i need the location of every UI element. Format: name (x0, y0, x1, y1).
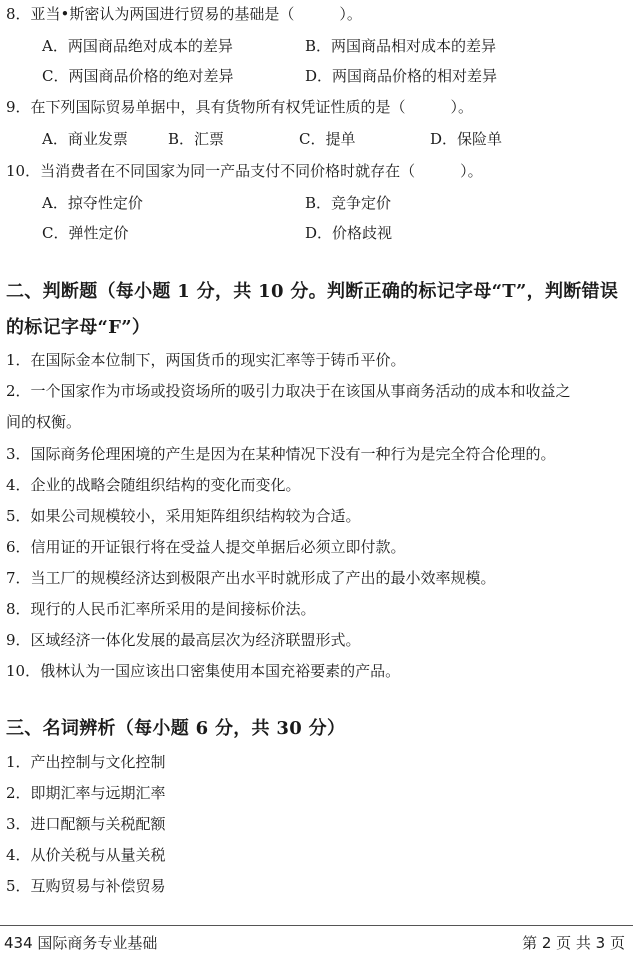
judgment-item-2: 2．一个国家作为市场或投资场所的吸引力取决于在该国从事商务活动的成本和收益之 (6, 382, 571, 400)
term-item-4: 4．从价关税与从量关税 (6, 846, 166, 864)
question-9-option-b: B．汇票 (168, 130, 225, 148)
question-10-option-d: D．价格歧视 (305, 224, 393, 242)
question-8-option-d: D．两国商品价格的相对差异 (305, 67, 498, 85)
judgment-item-7: 7．当工厂的规模经济达到极限产出水平时就形成了产出的最小效率规模。 (6, 569, 496, 587)
judgment-item-4: 4．企业的战略会随组织结构的变化而变化。 (6, 476, 301, 494)
judgment-item-1: 1．在国际金本位制下，两国货币的现实汇率等于铸币平价。 (6, 351, 406, 369)
footer-page-number: 第 2 页 共 3 页 (522, 934, 625, 952)
question-10-option-b: B．竞争定价 (305, 194, 392, 212)
question-8-option-b: B．两国商品相对成本的差异 (305, 37, 497, 55)
section-3-heading: 三、名词辨析（每小题 6 分，共 30 分） (6, 718, 346, 739)
term-item-3: 3．进口配额与关税配额 (6, 815, 166, 833)
question-9-option-a: A．商业发票 (42, 130, 128, 148)
term-item-5: 5．互购贸易与补偿贸易 (6, 877, 166, 895)
question-8-stem: 8．亚当•斯密认为两国进行贸易的基础是（ ）。 (6, 5, 362, 23)
section-2-heading: 二、判断题（每小题 1 分，共 10 分。判断正确的标记字母“T”，判断错误 (6, 281, 619, 302)
question-10-option-a: A．掠夺性定价 (42, 194, 143, 212)
footer-divider (0, 925, 633, 926)
term-item-1: 1．产出控制与文化控制 (6, 753, 166, 771)
question-9-option-d: D．保险单 (430, 130, 503, 148)
judgment-item-6: 6．信用证的开证银行将在受益人提交单据后必须立即付款。 (6, 538, 406, 556)
question-10-stem: 10．当消费者在不同国家为同一产品支付不同价格时就存在（ ）。 (6, 162, 483, 180)
footer-course-title: 434 国际商务专业基础 (4, 934, 158, 952)
question-9-option-c: C．提单 (299, 130, 356, 148)
term-item-2: 2．即期汇率与远期汇率 (6, 784, 166, 802)
judgment-item-8: 8．现行的人民币汇率所采用的是间接标价法。 (6, 600, 316, 618)
question-8-option-a: A．两国商品绝对成本的差异 (42, 37, 233, 55)
question-9-stem: 9．在下列国际贸易单据中，具有货物所有权凭证性质的是（ ）。 (6, 98, 474, 116)
judgment-item-3: 3．国际商务伦理困境的产生是因为在某种情况下没有一种行为是完全符合伦理的。 (6, 445, 556, 463)
judgment-item-5: 5．如果公司规模较小，采用矩阵组织结构较为合适。 (6, 507, 361, 525)
judgment-item-9: 9．区域经济一体化发展的最高层次为经济联盟形式。 (6, 631, 361, 649)
question-10-option-c: C．弹性定价 (42, 224, 129, 242)
section-2-heading-continued: 的标记字母“F”） (6, 317, 151, 338)
question-8-option-c: C．两国商品价格的绝对差异 (42, 67, 234, 85)
judgment-item-2-continued: 间的权衡。 (6, 413, 82, 431)
judgment-item-10: 10．俄林认为一国应该出口密集使用本国充裕要素的产品。 (6, 662, 401, 680)
